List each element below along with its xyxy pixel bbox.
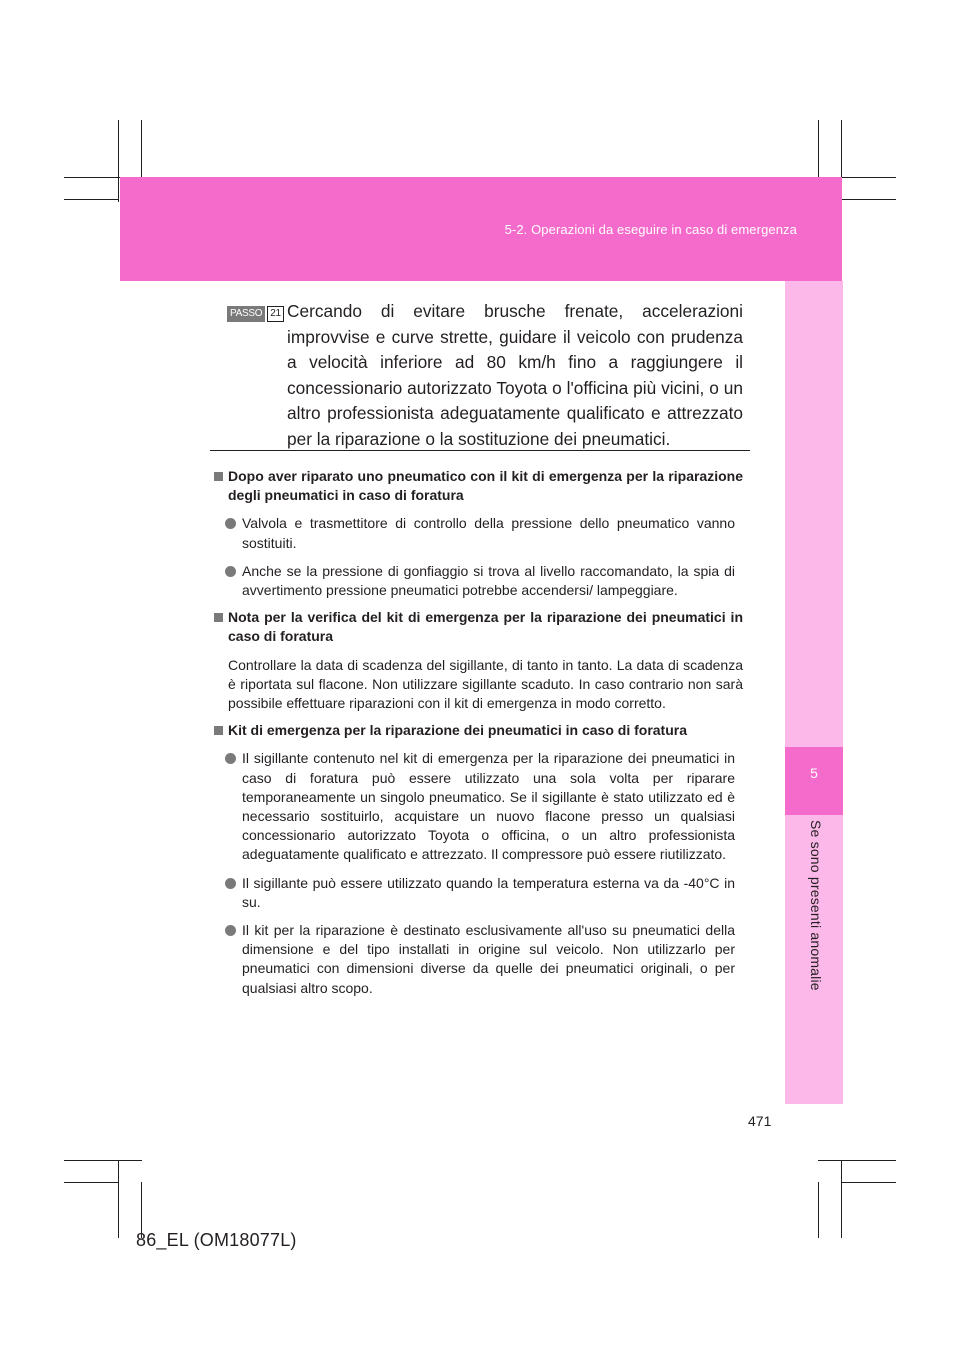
notes-content	[213, 467, 743, 1006]
step-instruction	[287, 299, 743, 452]
crop-mark	[842, 1182, 896, 1183]
note-section	[213, 721, 743, 998]
circle-bullet-icon	[225, 925, 236, 936]
square-bullet-icon	[214, 726, 223, 735]
crop-mark	[64, 1160, 142, 1161]
chapter-title: Se sono presenti anomalie	[808, 820, 824, 991]
crop-mark	[842, 199, 896, 200]
crop-mark	[818, 1182, 819, 1238]
crop-mark	[64, 199, 118, 200]
chapter-number-tab	[785, 747, 843, 815]
chapter-number: 5	[810, 765, 818, 781]
step-badge-number: 21	[267, 306, 284, 322]
step-badge	[227, 306, 281, 322]
crop-mark	[118, 1160, 119, 1238]
square-bullet-icon	[214, 613, 223, 622]
page-number: 471	[748, 1113, 772, 1129]
step-badge-word: PASSO	[227, 306, 265, 322]
list-item: Il sigillante può essere utilizzato quando la temperatura esterna va da -40°C in su.	[213, 874, 743, 912]
list-item: Il sigillante contenuto nel kit di emergenza per la riparazione dei pneumatici in caso di foratura può essere utilizzato una sola volta per riparare temporaneamente un singolo pneumatico. Se il sigillante è stato utilizzato ed è necessario sostituirlo, acquistare un nuovo flacone presso un qualsiasi concessionario autorizzato Toyota o officina, o un altro professionista adeguatamente qualificato e attrezzato. Il compressore può essere riutilizzato.	[213, 749, 743, 864]
list-item: Il kit per la riparazione è destinato esclusivamente all'uso su pneumatici della dimensione e del tipo installati in origine sul veicolo. Non utilizzarlo per pneumatici con dimensioni diverse da quelle dei pneumatici originali, o per qualsiasi altro scopo.	[213, 921, 743, 998]
crop-mark	[118, 120, 119, 202]
note-section	[213, 467, 743, 600]
step-text: Cercando di evitare brusche frenate, accelerazioni improvvise e curve strette, guidare il veicolo con prudenza a velocità inferiore ad 80 km/h fino a raggiungere il concessionario autorizzato Toyota o l'officina più vicini, o un altro professionista adeguatamente qualificato e attrezzato per la riparazione o la sostituzione dei pneumatici.	[287, 301, 743, 449]
square-bullet-icon	[214, 472, 223, 481]
crop-mark	[818, 1160, 896, 1161]
circle-bullet-icon	[225, 566, 236, 577]
note-paragraph: Controllare la data di scadenza del sigillante, di tanto in tanto. La data di scadenza è riportata sul flacone. Non utilizzare sigillante scaduto. In caso contrario non sarà possibile effettuare riparazioni con il kit di emergenza in modo corretto.	[228, 656, 743, 712]
list-item: Anche se la pressione di gonfiaggio si trova al livello raccomandato, la spia di avvertimento pressione pneumatici potrebbe accendersi/ lampeggiare.	[213, 562, 743, 600]
circle-bullet-icon	[225, 753, 236, 764]
note-section-title: Dopo aver riparato uno pneumatico con il kit di emergenza per la riparazione degli pneumatici in caso di foratura	[213, 467, 743, 505]
circle-bullet-icon	[225, 518, 236, 529]
circle-bullet-icon	[225, 878, 236, 889]
list-item: Valvola e trasmettitore di controllo della pressione dello pneumatico vanno sostituiti.	[213, 514, 743, 552]
crop-mark	[64, 1182, 118, 1183]
divider	[210, 450, 750, 451]
section-header: 5-2. Operazioni da eseguire in caso di emergenza	[504, 222, 797, 237]
note-section	[213, 608, 743, 713]
note-section-title: Nota per la verifica del kit di emergenza per la riparazione dei pneumatici in caso di foratura	[213, 608, 743, 646]
crop-mark	[841, 1160, 842, 1238]
note-section-title: Kit di emergenza per la riparazione dei pneumatici in caso di foratura	[213, 721, 743, 740]
document-code: 86_EL (OM18077L)	[136, 1230, 297, 1250]
